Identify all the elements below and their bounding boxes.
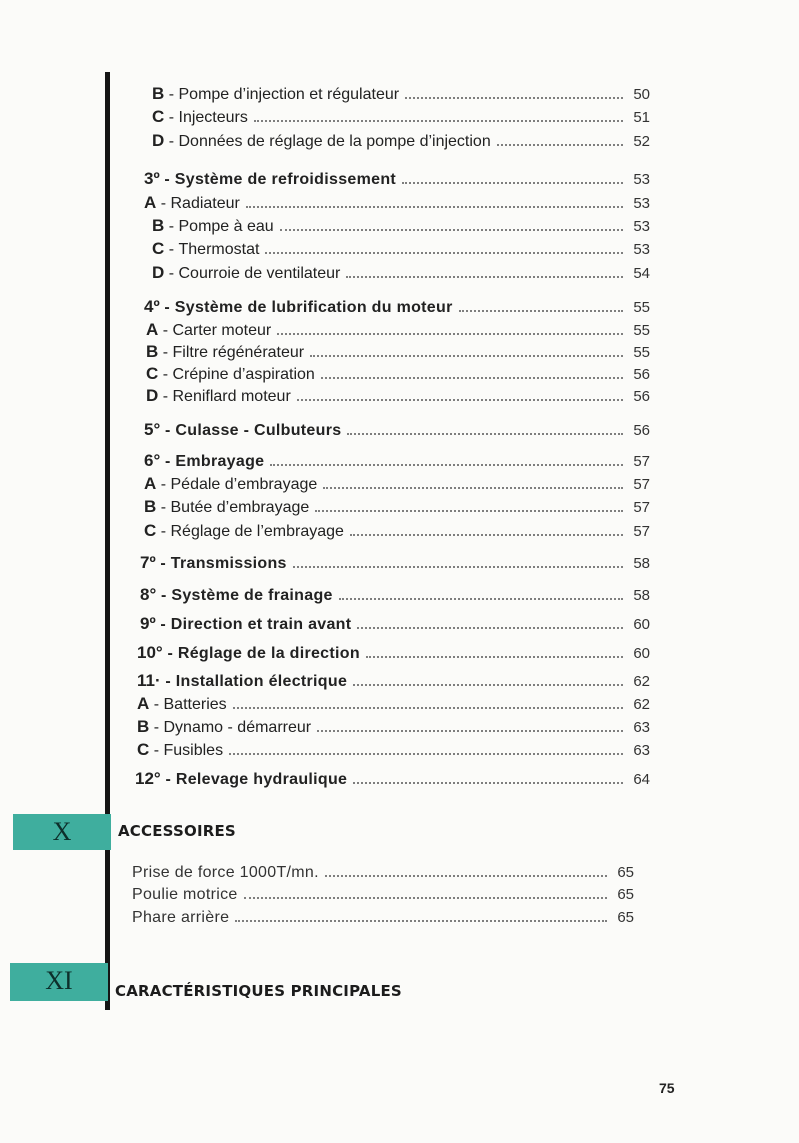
toc-entry-marker: C — [137, 740, 150, 759]
toc-entry-separator: - — [160, 422, 176, 439]
toc-entry-separator: - — [160, 673, 176, 690]
toc-entry-marker: B — [152, 216, 165, 235]
toc-leader-dots — [317, 730, 623, 732]
toc-entry-separator: - — [164, 86, 179, 103]
toc-entry-title: Système de refroidissement — [174, 171, 397, 188]
vertical-rule — [105, 72, 110, 1010]
accessory-title: Prise de force 1000T/mn. — [132, 864, 319, 881]
toc-entry — [137, 643, 650, 663]
toc-entry — [137, 740, 650, 760]
toc-entry-title: Embrayage — [175, 453, 265, 470]
toc-entry — [146, 342, 650, 362]
toc-entry-page: 53 — [633, 195, 650, 212]
section-xi-numeral: XI — [45, 966, 73, 995]
toc-entry-page: 57 — [633, 523, 650, 540]
toc-entry-title: Système de frainage — [171, 587, 333, 604]
toc-entry-marker: 9º — [140, 614, 156, 633]
toc-entry-title: Butée d’embrayage — [170, 499, 310, 516]
toc-entry-marker: 11· — [137, 671, 161, 690]
toc-leader-dots — [325, 875, 607, 877]
toc-entry-separator: - — [156, 499, 171, 516]
toc-entry-separator: - — [164, 265, 179, 282]
toc-leader-dots — [246, 206, 623, 208]
toc-entry-marker: C — [152, 107, 165, 126]
toc-entry-title: Courroie de ventilateur — [178, 265, 341, 282]
toc-leader-dots — [310, 355, 623, 357]
toc-leader-dots — [353, 782, 623, 784]
toc-entry-page: 54 — [633, 265, 650, 282]
toc-entry-page: 64 — [633, 771, 650, 788]
toc-entry-title: Transmissions — [170, 555, 287, 572]
toc-entry-page: 56 — [633, 366, 650, 383]
toc-entry-title: Culasse - Culbuteurs — [175, 422, 342, 439]
toc-entry-marker: A — [144, 474, 157, 493]
section-x-box — [13, 814, 111, 850]
toc-entry-page: 57 — [633, 476, 650, 493]
accessory-title: Phare arrière — [132, 909, 230, 926]
toc-entry-marker: C — [152, 239, 165, 258]
toc-entry — [146, 364, 650, 384]
toc-entry-marker: 3º — [144, 169, 160, 188]
toc-entry-page: 51 — [633, 109, 650, 126]
toc-entry — [144, 451, 650, 471]
toc-entry-title: Reniflard moteur — [172, 388, 291, 405]
toc-entry — [144, 297, 650, 317]
toc-entry-title: Filtre régénérateur — [172, 344, 305, 361]
toc-entry-marker: A — [146, 320, 159, 339]
toc-entry-page: 55 — [633, 299, 650, 316]
toc-entry-marker: B — [137, 717, 150, 736]
toc-entry-separator: - — [149, 696, 164, 713]
toc-leader-dots — [280, 229, 624, 231]
toc-entry-title: Thermostat — [178, 241, 260, 258]
toc-entry-title: Installation électrique — [175, 673, 348, 690]
toc-entry-separator: - — [159, 171, 175, 188]
toc-entry-separator: - — [162, 645, 178, 662]
toc-entry-marker: 10° — [137, 643, 163, 662]
toc-entry-title: Radiateur — [170, 195, 240, 212]
toc-entry-page: 60 — [633, 616, 650, 633]
toc-entry — [137, 694, 650, 714]
toc-entry-separator: - — [158, 388, 173, 405]
toc-entry-separator: - — [159, 299, 175, 316]
toc-entry-title: Pompe d’injection et régulateur — [178, 86, 400, 103]
toc-entry-marker: A — [144, 193, 157, 212]
toc-entry-title: Système de lubrification du moteur — [174, 299, 453, 316]
toc-entry-page: 53 — [633, 171, 650, 188]
toc-leader-dots — [277, 333, 623, 335]
toc-entry-marker: D — [152, 131, 165, 150]
toc-entry-page: 56 — [633, 388, 650, 405]
toc-entry — [146, 320, 650, 340]
toc-entry-marker: C — [144, 521, 157, 540]
toc-entry-page: 55 — [633, 344, 650, 361]
toc-entry-marker: 8° — [140, 585, 157, 604]
toc-entry-page: 56 — [633, 422, 650, 439]
toc-entry — [140, 553, 650, 573]
toc-leader-dots — [321, 377, 624, 379]
toc-entry-title: Batteries — [163, 696, 227, 713]
toc-entry-marker: C — [146, 364, 159, 383]
toc-entry — [152, 239, 650, 259]
toc-leader-dots — [254, 120, 623, 122]
accessory-page: 65 — [617, 864, 634, 881]
toc-entry-title: Carter moteur — [172, 322, 272, 339]
toc-leader-dots — [265, 252, 623, 254]
toc-entry-separator: - — [155, 555, 171, 572]
toc-leader-dots — [315, 510, 623, 512]
toc-leader-dots — [366, 656, 623, 658]
toc-leader-dots — [229, 753, 623, 755]
toc-entry-marker: 4º — [144, 297, 160, 316]
toc-leader-dots — [339, 598, 624, 600]
toc-entry — [152, 216, 650, 236]
toc-entry-page: 53 — [633, 218, 650, 235]
toc-entry-page: 63 — [633, 742, 650, 759]
toc-entry-marker: B — [152, 84, 165, 103]
accessory-entry — [132, 909, 634, 927]
toc-entry-title: Réglage de l’embrayage — [170, 523, 344, 540]
toc-entry — [144, 521, 650, 541]
toc-entry — [144, 497, 650, 517]
accessory-entry — [132, 864, 634, 882]
toc-entry — [152, 84, 650, 104]
toc-entry — [144, 169, 650, 189]
toc-leader-dots — [459, 310, 624, 312]
toc-entry-separator: - — [156, 523, 171, 540]
toc-entry-separator: - — [164, 133, 179, 150]
section-x-title: ACCESSOIRES — [118, 822, 236, 840]
accessory-page: 65 — [617, 909, 634, 926]
toc-entry-page: 53 — [633, 241, 650, 258]
toc-leader-dots — [347, 433, 623, 435]
toc-entry-title: Données de réglage de la pompe d’injection — [178, 133, 491, 150]
toc-leader-dots — [346, 276, 623, 278]
toc-entry — [144, 474, 650, 494]
toc-entry-title: Relevage hydraulique — [175, 771, 348, 788]
section-xi-box — [10, 963, 108, 1001]
toc-entry-title: Réglage de la direction — [177, 645, 360, 662]
toc-leader-dots — [233, 707, 624, 709]
toc-entry — [137, 671, 650, 691]
toc-entry-separator: - — [156, 476, 171, 493]
toc-entry-separator: - — [160, 453, 176, 470]
toc-leader-dots — [270, 464, 623, 466]
toc-leader-dots — [235, 920, 607, 922]
toc-leader-dots — [497, 144, 624, 146]
toc-entry-page: 63 — [633, 719, 650, 736]
toc-entry-title: Pompe à eau — [178, 218, 274, 235]
accessory-page: 65 — [617, 886, 634, 903]
toc-entry-marker: D — [152, 263, 165, 282]
section-x-numeral: X — [52, 817, 72, 846]
toc-entry-page: 57 — [633, 453, 650, 470]
toc-entry-title: Pédale d’embrayage — [170, 476, 318, 493]
toc-entry-marker: B — [146, 342, 159, 361]
toc-leader-dots — [357, 627, 623, 629]
toc-entry-separator: - — [149, 719, 164, 736]
toc-entry-page: 52 — [633, 133, 650, 150]
toc-leader-dots — [405, 97, 623, 99]
toc-entry-title: Direction et train avant — [170, 616, 352, 633]
toc-entry — [152, 263, 650, 283]
toc-entry-separator: - — [160, 771, 176, 788]
toc-entry — [152, 131, 650, 151]
toc-leader-dots — [402, 182, 623, 184]
toc-entry-page: 62 — [633, 696, 650, 713]
toc-entry-title: Crépine d’aspiration — [172, 366, 315, 383]
section-xi-title: CARACTÉRISTIQUES PRINCIPALES — [115, 982, 402, 1000]
toc-entry-page: 58 — [633, 587, 650, 604]
toc-leader-dots — [323, 487, 623, 489]
toc-entry-separator: - — [164, 241, 179, 258]
toc-entry-separator: - — [155, 616, 171, 633]
toc-entry — [144, 193, 650, 213]
toc-entry-marker: 6° — [144, 451, 161, 470]
toc-entry-marker: A — [137, 694, 150, 713]
page-number: 75 — [659, 1080, 675, 1096]
accessory-entry — [132, 886, 634, 904]
toc-entry-page: 62 — [633, 673, 650, 690]
toc-entry-separator: - — [164, 218, 179, 235]
toc-entry-marker: D — [146, 386, 159, 405]
toc-entry-title: Dynamo - démarreur — [163, 719, 312, 736]
toc-entry-separator: - — [158, 322, 173, 339]
toc-leader-dots — [293, 566, 624, 568]
toc-entry — [146, 386, 650, 406]
toc-entry-title: Injecteurs — [178, 109, 248, 126]
toc-entry-title: Fusibles — [163, 742, 224, 759]
toc-entry-marker: B — [144, 497, 157, 516]
toc-entry-page: 58 — [633, 555, 650, 572]
toc-entry-page: 57 — [633, 499, 650, 516]
toc-entry-page: 55 — [633, 322, 650, 339]
toc-leader-dots — [350, 534, 623, 536]
accessory-title: Poulie motrice — [132, 886, 238, 903]
toc-entry-page: 60 — [633, 645, 650, 662]
toc-entry-page: 50 — [633, 86, 650, 103]
toc-entry-separator: - — [164, 109, 179, 126]
toc-entry — [140, 585, 650, 605]
toc-entry-separator: - — [156, 587, 172, 604]
toc-entry — [144, 420, 650, 440]
toc-entry-separator: - — [158, 344, 173, 361]
toc-leader-dots — [353, 684, 623, 686]
toc-leader-dots — [244, 897, 608, 899]
toc-entry-marker: 5° — [144, 420, 161, 439]
toc-entry — [140, 614, 650, 634]
toc-entry — [135, 769, 650, 789]
toc-entry-marker: 12° — [135, 769, 161, 788]
toc-entry — [137, 717, 650, 737]
toc-entry — [152, 107, 650, 127]
toc-entry-marker: 7º — [140, 553, 156, 572]
toc-entry-separator: - — [156, 195, 171, 212]
toc-entry-separator: - — [149, 742, 164, 759]
toc-entry-separator: - — [158, 366, 173, 383]
toc-leader-dots — [297, 399, 624, 401]
